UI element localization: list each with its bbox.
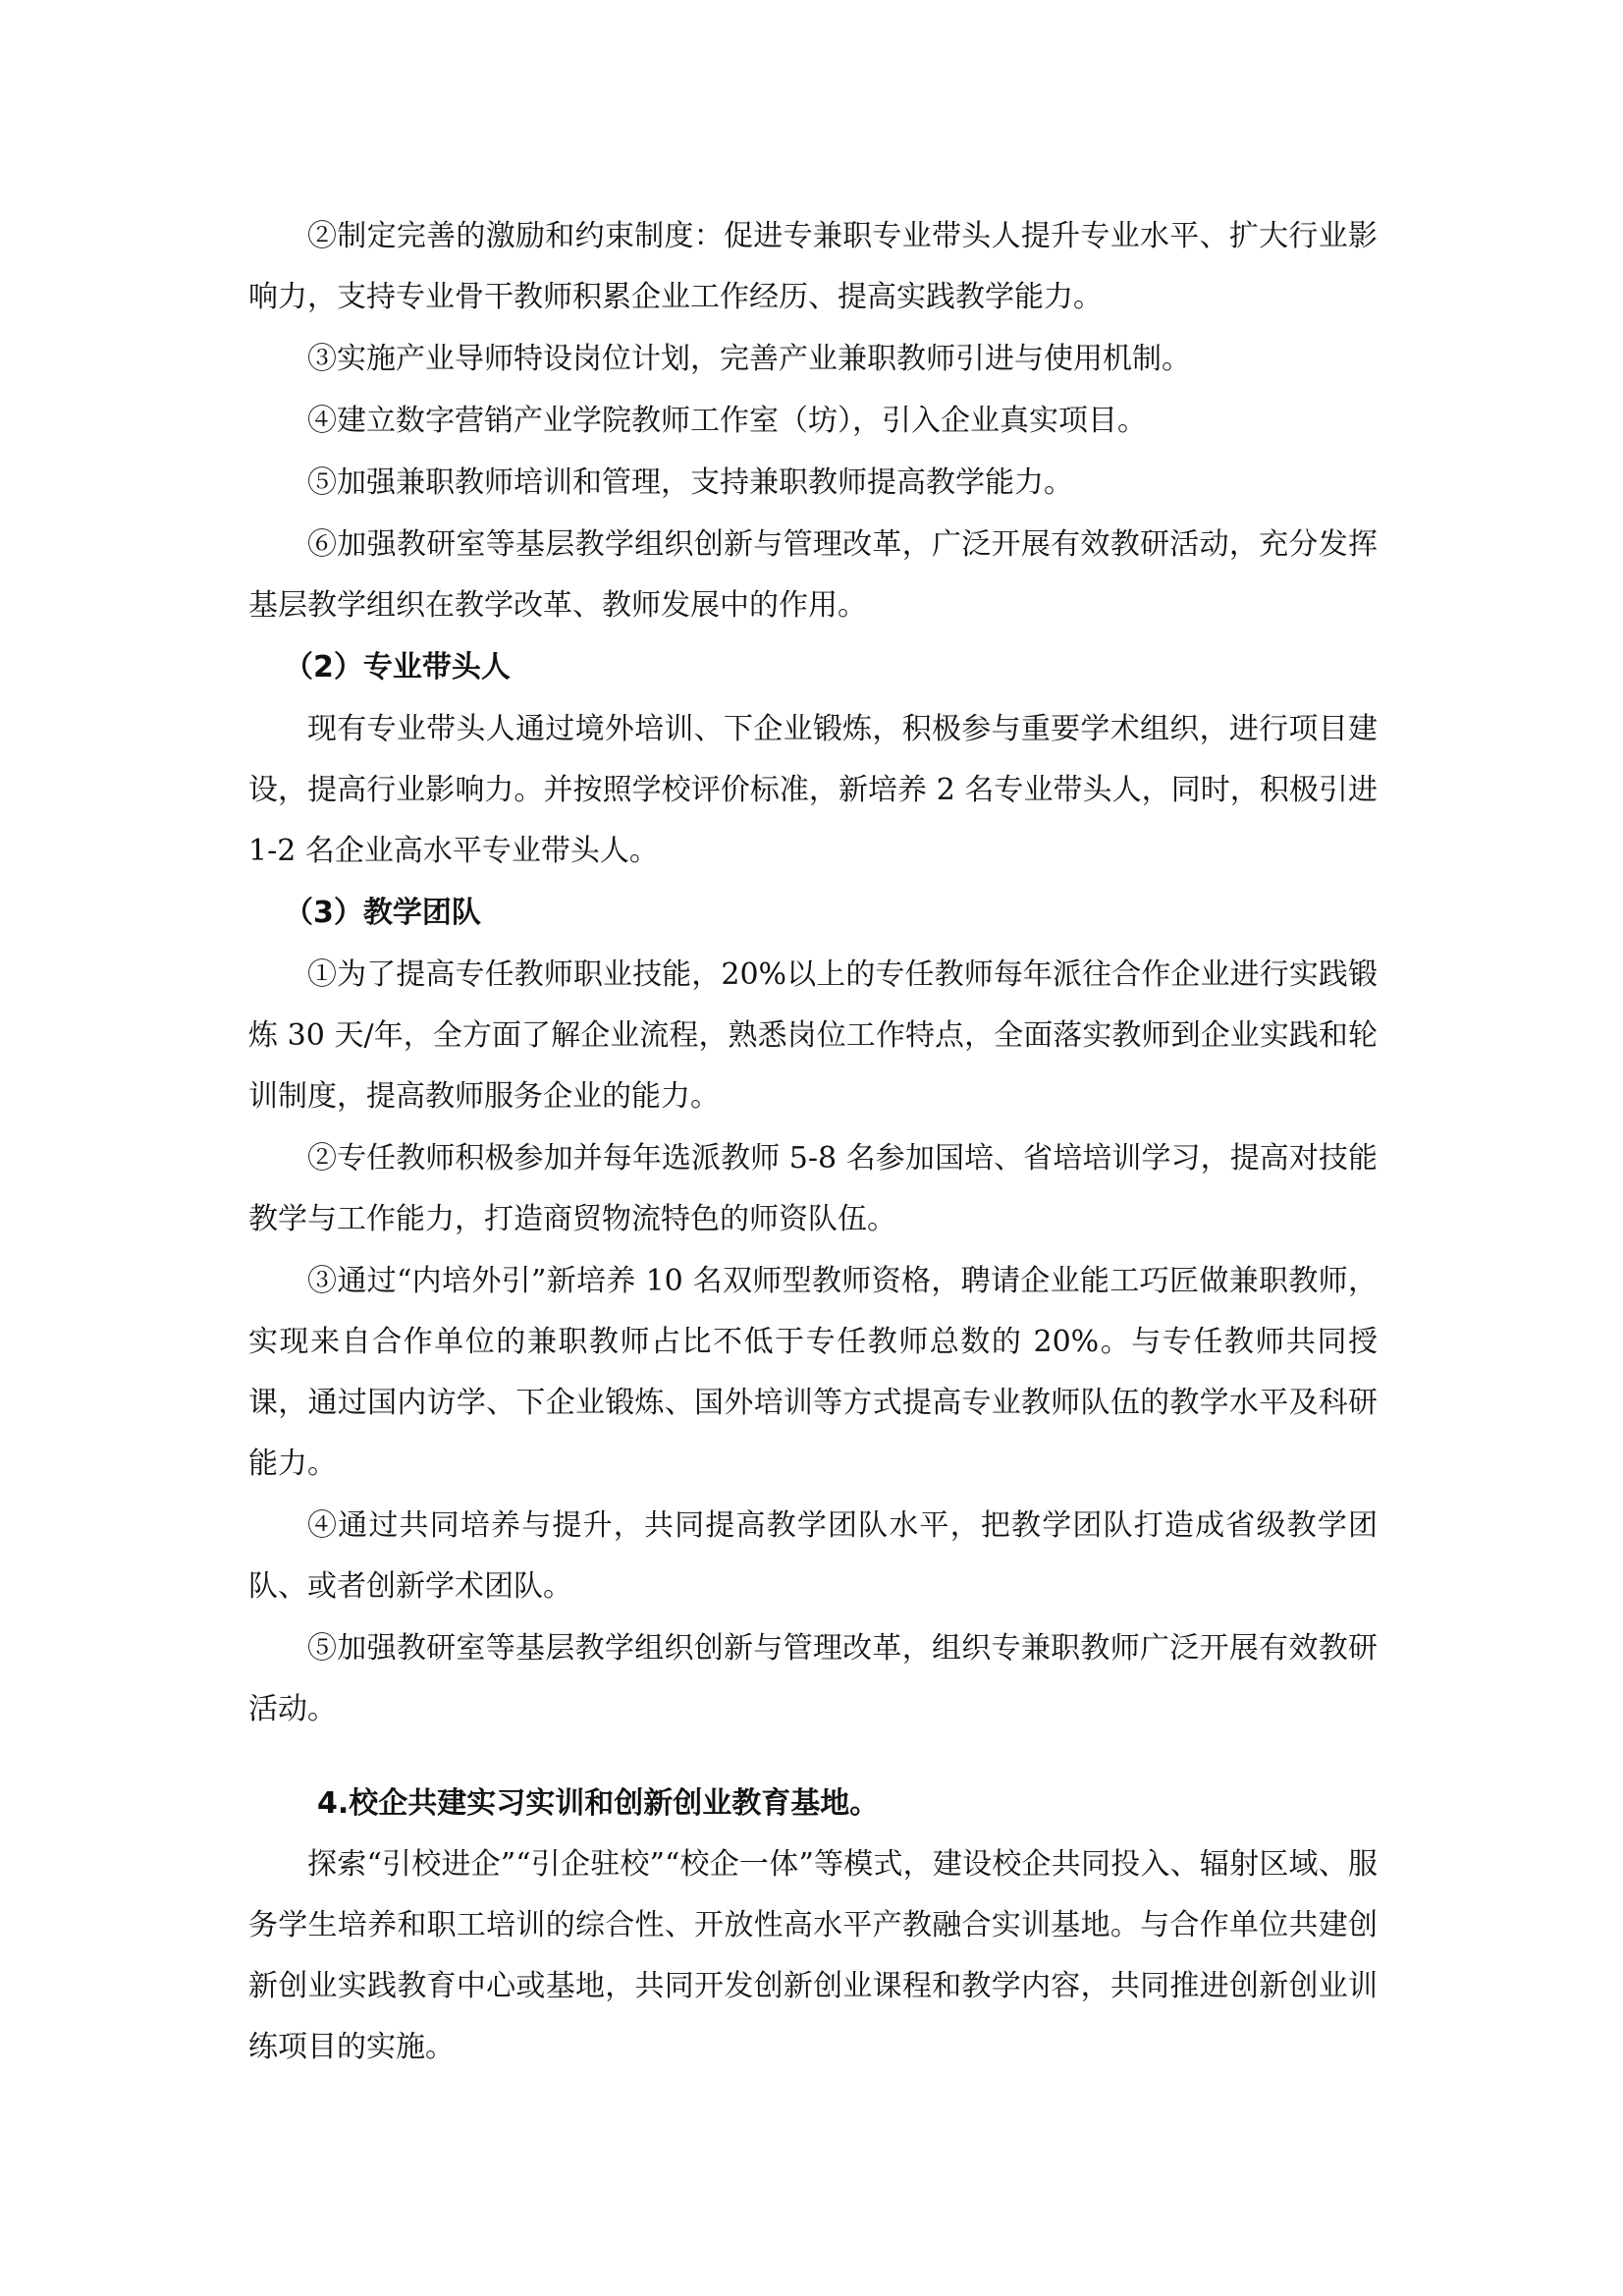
section-4-title: 4.校企共建实习实训和创新创业教育基地。 bbox=[317, 1786, 880, 1821]
paragraph-team-building: ④通过共同培养与提升，共同提高教学团队水平，把教学团队打造成省级教学团队、或者创新学术团队。 bbox=[248, 1508, 1378, 1604]
paragraph-teaching-research-office: ⑥加强教研室等基层教学组织创新与管理改革，广泛开展有效教研活动，充分发挥基层教学组织在教学改革、教师发展中的作用。 bbox=[248, 527, 1378, 623]
paragraph-incentive-system: ②制定完善的激励和约束制度：促进专兼职专业带头人提升专业水平、扩大行业影响力，支持专业骨干教师积累企业工作经历、提高实践教学能力。 bbox=[248, 219, 1378, 314]
paragraph-teacher-studio: ④建立数字营销产业学院教师工作室（坊），引入企业真实项目。 bbox=[307, 404, 1147, 438]
paragraph-dual-qualified: ③通过“内培外引”新培养 10 名双师型教师资格，聘请企业能工巧匠做兼职教师，实现来自合作单位的兼职教师占比不低于专任教师总数的 20%。与专任教师共同授课，通过国内访学、下企业锻炼、国外培训等方式提高专业教师队伍的教学水平及科研能力。 bbox=[248, 1264, 1378, 1481]
paragraph-training-base: 探索“引校进企”“引企驻校”“校企一体”等模式，建设校企共同投入、辐射区域、服务学生培养和职工培训的综合性、开放性高水平产教融合实训基地。与合作单位共建创新创业实践教育中心或基地，共同开发创新创业课程和教学内容，共同推进创新创业训练项目的实施。 bbox=[248, 1847, 1378, 2064]
paragraph-parttime-training: ⑤加强兼职教师培训和管理，支持兼职教师提高教学能力。 bbox=[307, 465, 1073, 500]
heading-teaching-team: （3）教学团队 bbox=[284, 896, 481, 930]
paragraph-national-training: ②专任教师积极参加并每年选派教师 5-8 名参加国培、省培培训学习，提高对技能教学与工作能力，打造商贸物流特色的师资队伍。 bbox=[248, 1141, 1378, 1236]
paragraph-teaching-research-activities: ⑤加强教研室等基层教学组织创新与管理改革，组织专兼职教师广泛开展有效教研活动。 bbox=[248, 1631, 1378, 1726]
paragraph-industry-mentor: ③实施产业导师特设岗位计划，完善产业兼职教师引进与使用机制。 bbox=[307, 342, 1191, 376]
document-body bbox=[248, 206, 1378, 2079]
paragraph-teacher-practice: ①为了提高专任教师职业技能，20%以上的专任教师每年派往合作企业进行实践锻炼 30 天/年，全方面了解企业流程，熟悉岗位工作特点，全面落实教师到企业实践和轮训制度，提高教师服务企业的能力。 bbox=[248, 957, 1378, 1114]
heading-professional-leader: （2）专业带头人 bbox=[284, 650, 511, 684]
paragraph-professional-leader: 现有专业带头人通过境外培训、下企业锻炼，积极参与重要学术组织，进行项目建设，提高行业影响力。并按照学校评价标准，新培养 2 名专业带头人，同时，积极引进 1-2 名企业高水平专业带头人。 bbox=[248, 712, 1378, 868]
